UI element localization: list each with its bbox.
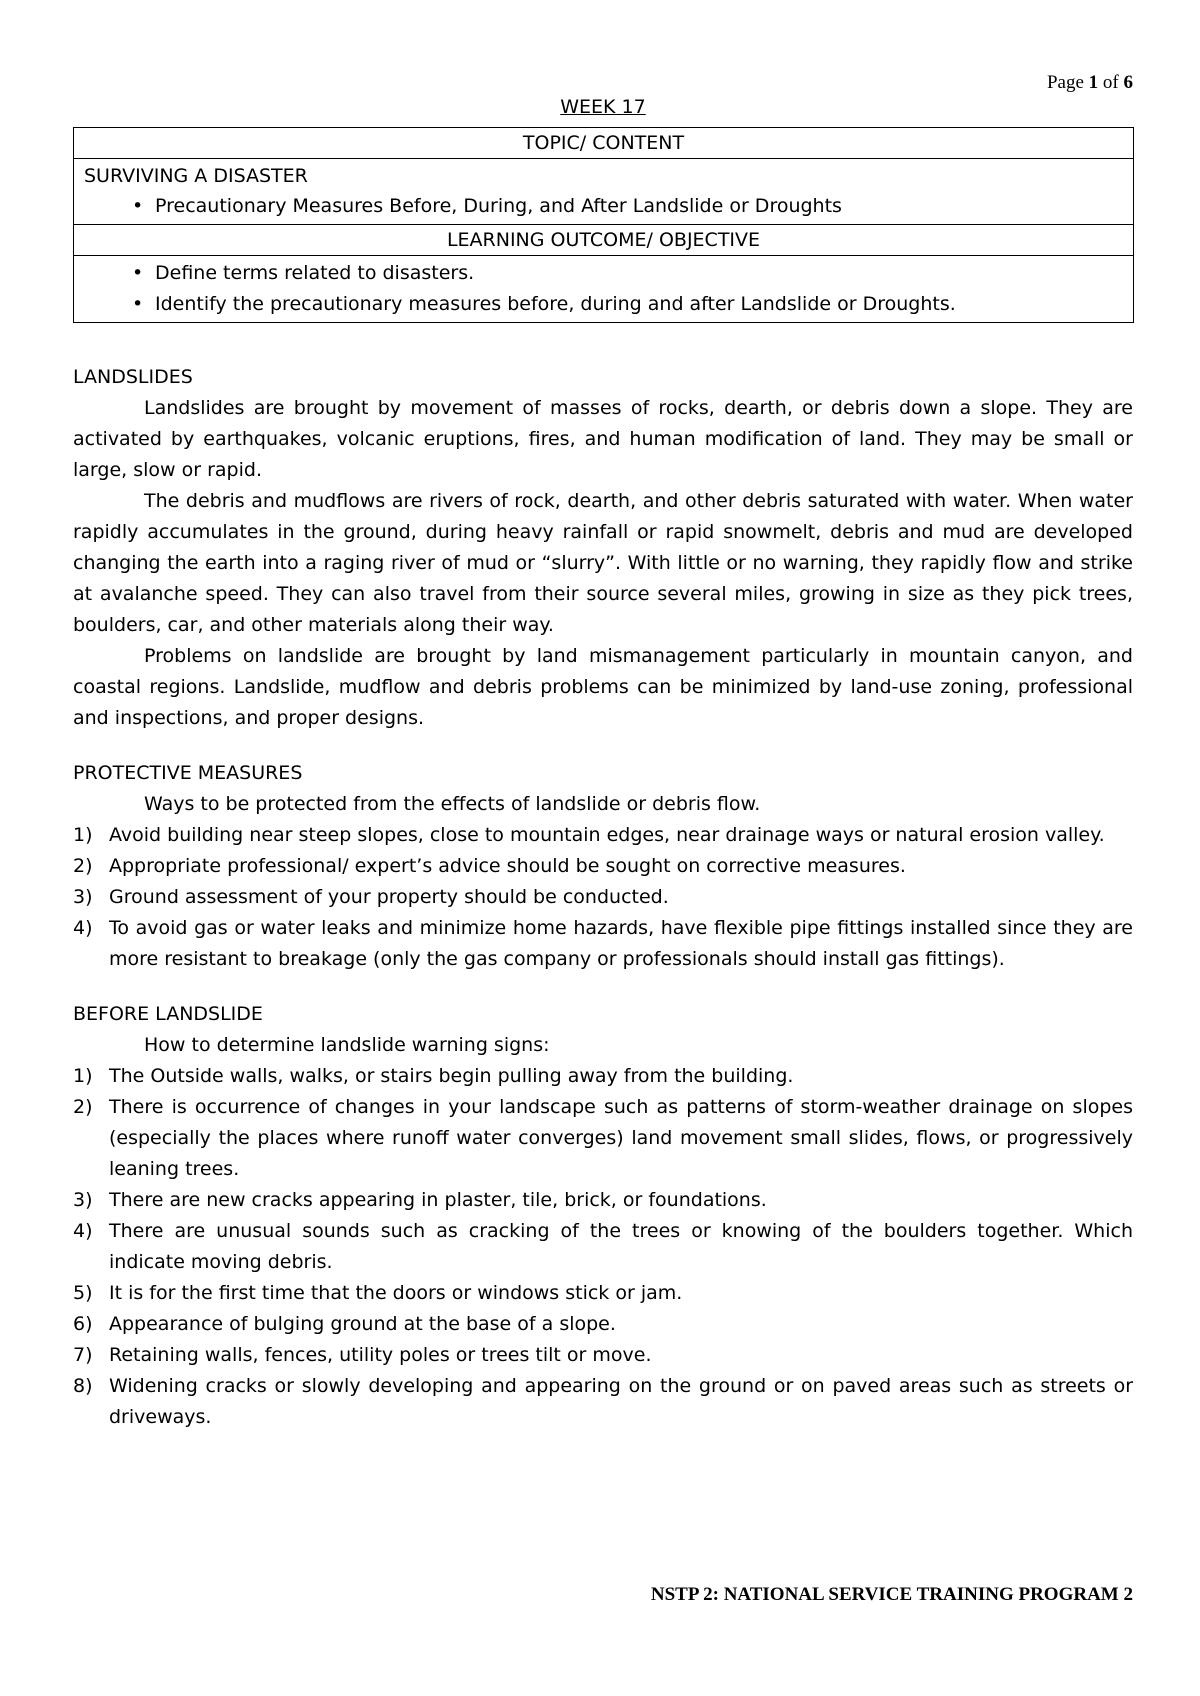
outcome-bullet (84, 289, 1123, 320)
footer-title: NSTP 2: NATIONAL SERVICE TRAINING PROGRAM 2 (650, 1584, 1133, 1605)
outcome-cell (74, 256, 1134, 323)
outcome-bullet-text: Define terms related to disasters. (155, 262, 475, 284)
page-current: 1 (1088, 72, 1099, 93)
bullet-icon: • (132, 262, 144, 284)
item-text: Retaining walls, fences, utility poles or trees tilt or move. (109, 1344, 652, 1366)
item-text: There is occurrence of changes in your landscape such as patterns of storm-weather drainage on slopes (especially the places where runoff water converges) land movement small slides, flows, or progressively leaning trees. (109, 1096, 1133, 1180)
list-item (73, 1278, 1133, 1309)
landslides-paragraph: Problems on landslide are brought by land mismanagement particularly in mountain canyon, and coastal regions. Landslide, mudflow and debris problems can be minimized by land-use zoning, professional and inspections, and proper designs. (73, 645, 1133, 729)
landslides-paragraph: The debris and mudflows are rivers of rock, dearth, and other debris saturated with water. When water rapidly accumulates in the ground, during heavy rainfall or rapid snowmelt, debris and mud are developed changing the earth into a raging river of mud or “slurry”. With little or no warning, they rapidly flow and strike at avalanche speed. They can also travel from their source several miles, growing in size as they pick trees, boulders, car, and other materials along their way. (73, 490, 1133, 636)
page-total: 6 (1123, 72, 1133, 93)
list-item (73, 913, 1133, 975)
list-item (73, 1185, 1133, 1216)
item-number: 8) (73, 1375, 93, 1397)
topic-table (73, 127, 1134, 323)
item-number: 5) (73, 1282, 93, 1304)
protective-heading: PROTECTIVE MEASURES (73, 762, 303, 784)
item-text: The Outside walls, walks, or stairs begin pulling away from the building. (109, 1065, 794, 1087)
item-text: There are unusual sounds such as cracking of the trees or knowing of the boulders together. Which indicate moving debris. (109, 1220, 1133, 1273)
list-item (73, 1092, 1133, 1185)
list-item (73, 820, 1133, 851)
item-text: To avoid gas or water leaks and minimize home hazards, have flexible pipe fittings installed since they are more resistant to breakage (only the gas company or professionals should install gas fittings). (109, 917, 1133, 970)
topic-title: SURVIVING A DISASTER (84, 165, 308, 187)
week-title: WEEK 17 (560, 96, 646, 118)
outcome-header: LEARNING OUTCOME/ OBJECTIVE (74, 225, 1134, 256)
item-text: Ground assessment of your property should be conducted. (109, 886, 669, 908)
list-item (73, 1061, 1133, 1092)
item-number: 6) (73, 1313, 93, 1335)
item-number: 7) (73, 1344, 93, 1366)
list-item (73, 1371, 1133, 1433)
outcome-bullet-text: Identify the precautionary measures before, during and after Landslide or Droughts. (155, 293, 956, 315)
item-number: 4) (73, 1220, 93, 1242)
topic-header: TOPIC/ CONTENT (74, 128, 1134, 159)
item-number: 1) (73, 1065, 93, 1087)
list-item (73, 1340, 1133, 1371)
list-item (73, 1309, 1133, 1340)
item-text: Avoid building near steep slopes, close to mountain edges, near drainage ways or natural erosion valley. (109, 824, 1105, 846)
item-number: 1) (73, 824, 93, 846)
item-text: Appearance of bulging ground at the base of a slope. (109, 1313, 616, 1335)
landslides-paragraph: Landslides are brought by movement of masses of rocks, dearth, or debris down a slope. They are activated by earthquakes, volcanic eruptions, fires, and human modification of land. They may be small or large, slow or rapid. (73, 397, 1133, 481)
bullet-icon: • (132, 195, 144, 217)
list-item (73, 882, 1133, 913)
list-item (73, 851, 1133, 882)
protective-list (73, 820, 1133, 975)
page-of: of (1098, 72, 1124, 93)
topic-bullet-text: Precautionary Measures Before, During, and After Landslide or Droughts (155, 195, 842, 217)
page-prefix: Page (1046, 72, 1089, 93)
item-text: It is for the first time that the doors or windows stick or jam. (109, 1282, 683, 1304)
item-text: Widening cracks or slowly developing and appearing on the ground or on paved areas such as streets or driveways. (109, 1375, 1133, 1428)
document-body (73, 362, 1133, 1433)
outcome-bullet (84, 258, 1123, 289)
item-number: 2) (73, 855, 93, 877)
page-number (1040, 72, 1133, 94)
bullet-icon: • (132, 293, 144, 315)
item-number: 4) (73, 917, 93, 939)
item-number: 3) (73, 886, 93, 908)
item-text: Appropriate professional/ expert’s advice should be sought on corrective measures. (109, 855, 906, 877)
list-item (73, 1216, 1133, 1278)
protective-intro: Ways to be protected from the effects of landslide or debris flow. (144, 793, 761, 815)
topic-bullet (84, 191, 1123, 222)
item-number: 2) (73, 1096, 93, 1118)
before-heading: BEFORE LANDSLIDE (73, 1003, 263, 1025)
item-number: 3) (73, 1189, 93, 1211)
landslides-heading: LANDSLIDES (73, 366, 193, 388)
before-list (73, 1061, 1133, 1433)
item-text: There are new cracks appearing in plaster, tile, brick, or foundations. (109, 1189, 767, 1211)
topic-cell (74, 159, 1134, 225)
before-intro: How to determine landslide warning signs: (144, 1034, 550, 1056)
